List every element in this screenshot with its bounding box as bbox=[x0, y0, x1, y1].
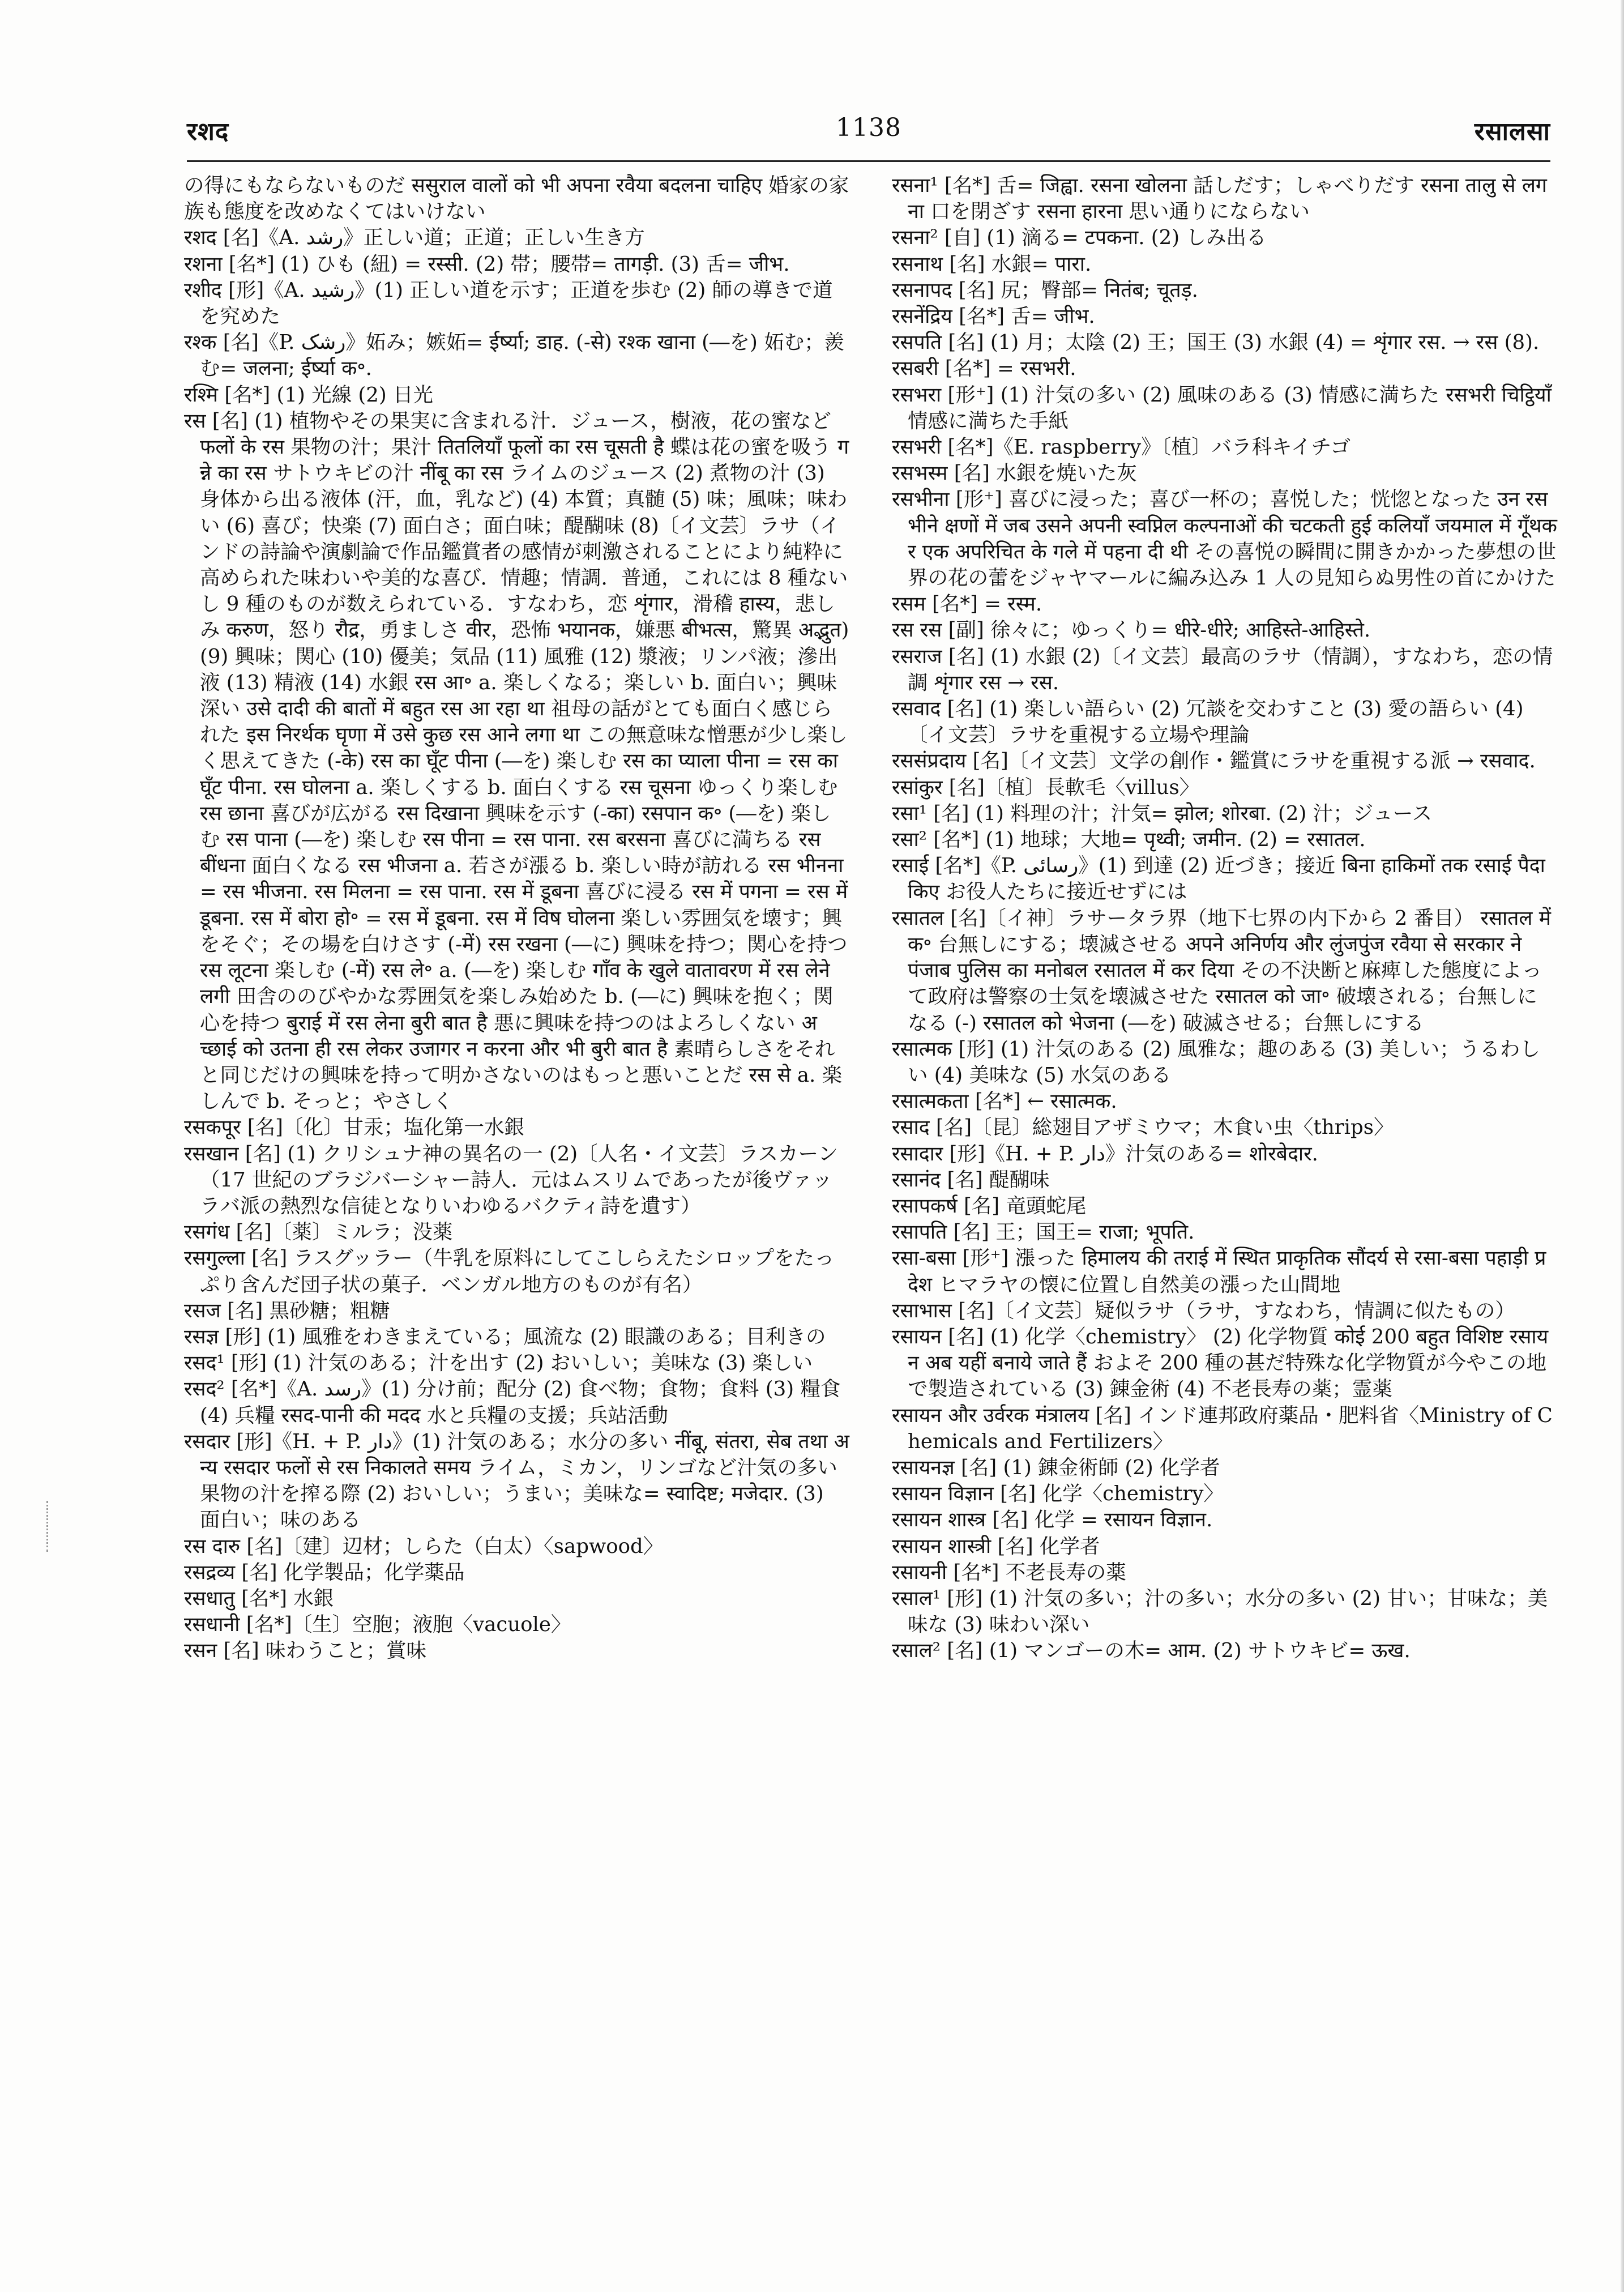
dictionary-entry: रसवाद [名] (1) 楽しい語らい (2) 冗談を交わすこと (3) 愛の語らい (4)〔イ文芸〕ラサを重視する立場や理論 bbox=[892, 697, 1524, 747]
dictionary-entry: रसात्मकता [名*] ← रसात्मक. bbox=[892, 1090, 1117, 1113]
right-guide-word: रसालसा bbox=[1474, 117, 1550, 146]
dictionary-entry: रसायन विज्ञान [名] 化学〈chemistry〉 bbox=[892, 1482, 1224, 1506]
dictionary-entry: रसा¹ [名] (1) 料理の汁；汁気= झोल; शोरबा. (2) 汁；ジュース bbox=[892, 801, 1433, 825]
dictionary-entry: रसांकुर [名]〔植〕長軟毛〈villus〉 bbox=[892, 775, 1200, 799]
dictionary-entry: रस [名] (1) 植物やその果実に含まれる汁．ジュース，樹液，花の蜜など फलों के रस 果物の汁；果汁 तितलियाँ फूलों का रस चूसती है 蝶は花の蜜を吸う गन्ने का रस サトウキビの汁 नींबू का रस ライムのジュース (2) 煮物の汁 (3) 身体から出る液体 (汗，血，乳など) (4) 本質；真髄 (5) 味；風味；味わい (6) 喜び；快楽 (7) 面白さ；面白味；醍醐味 (8)〔イ文芸〕ラサ（インドの詩論や演劇論で作品鑑賞者の感情が刺激されることにより純粋に高められた味わいや美的な喜び．情趣；情調．普通，これには 8 種ないし 9 種のものが数えられている．すなわち，恋 शृंगार，滑稽 हास्य，悲しみ करुण，怒り रौद्र，勇ましさ वीर，恐怖 भयानक，嫌悪 बीभत्स，驚異 अद्भुत) (9) 興味；関心 (10) 優美；気品 (11) 風雅 (12) 漿液；リンパ液；滲出液 (13) 精液 (14) 水銀 रस आ॰ a. 楽しくなる；楽しい b. 面白い；興味深い उसे दादी की बातों में बहुत रस आ रहा था 祖母の話がとても面白く感じられた इस निरर्थक घृणा में उसे कुछ रस आने लगा था この無意味な憎悪が少し楽しく思えてきた (-के) रस का घूँट पीना (―を) 楽しむ रस का प्याला पीना = रस का घूँट पीना. रस घोलना a. 楽しくする b. 面白くする रस चूसना ゆっくり楽しむ रस छाना 喜びが広がる रस दिखाना 興味を示す (-का) रसपान क॰ (―を) 楽しむ रस पाना (―を) 楽しむ रस पीना = रस पाना. रस बरसना 喜びに満ちる रस बींधना 面白くなる रस भीजना a. 若さが漲る b. 楽しい時が訪れる रस भीनना = रस भीजना. रस मिलना = रस पाना. रस में डूबना 喜びに浸る रस में पगना = रस में डूबना. रस में बोरा हो॰ = रस में डूबना. रस में विष घोलना 楽しい雰囲気を壊す；興をそぐ；その場を白けさす (-में) रस रखना (―に) 興味を持つ；関心を持つ रस लूटना 楽しむ (-में) रस ले॰ a. (―を) 楽しむ गाँव के खुले वातावरण में रस लेने लगी 田舎ののびやかな雰囲気を楽しみ始めた b. (―に) 興味を抱く；関心を持つ बुराई में रस लेना बुरी बात है 悪に興味を持つのはよろしくない अच्छाई को उतना ही रस लेकर उजागर न करना और भी बुरी बात है 素晴らしさをそれと同じだけの興味を持って明かさないのはもっと悪いことだ रस से a. 楽しんで b. そっと；やさしく bbox=[184, 409, 849, 1113]
dictionary-entry: रश्क [名]《P. رشک》妬み；嫉妬= ईर्ष्या; डाह. (-से) रश्क खाना (―を) 妬む；羨む= जलना; ईर्ष्या क॰. bbox=[184, 331, 845, 381]
dictionary-entry: रसगुल्ला [名] ラスグッラー（牛乳を原料にしてこしらえたシロップをたっぷり含んだ団子状の菓子．ベンガル地方のものが有名） bbox=[184, 1247, 835, 1296]
left-guide-word: रशद bbox=[187, 117, 229, 146]
dictionary-entry: रसना¹ [名*] 舌= जिह्वा. रसना खोलना 話しだす；しゃべりだす रसना तालु से लगना 口を閉ざす रसना हारना 思い通りにならない bbox=[892, 174, 1547, 224]
dictionary-entry: रसखान [名] (1) クリシュナ神の異名の一 (2)〔人名・イ文芸〕ラスカーン（17 世紀のブラジバーシャー詩人．元はムスリムであったが後ヴァッラバ派の熱烈な信徒となりいわゆるバクティ詩を遺す） bbox=[184, 1142, 838, 1218]
dictionary-entry: रसधानी [名*]〔生〕空胞；液胞〈vacuole〉 bbox=[184, 1613, 571, 1637]
dictionary-entry: रसायन शास्त्र [名] 化学 = रसायन विज्ञान. bbox=[892, 1508, 1213, 1532]
dictionary-entry: रसकपूर [名]〔化〕甘汞；塩化第一水銀 bbox=[184, 1116, 524, 1139]
dictionary-entry: रसना² [自] (1) 滴る= टपकना. (2) しみ出る bbox=[892, 226, 1267, 250]
dictionary-entry: रसबरी [名*] = रसभरी. bbox=[892, 357, 1076, 381]
dictionary-entry: रसधातु [名*] 水銀 bbox=[184, 1586, 334, 1610]
dictionary-entry: रसगंध [名]〔薬〕ミルラ；没薬 bbox=[184, 1220, 453, 1244]
dictionary-entry: रससंप्रदाय [名]〔イ文芸〕文学の創作・鑑賞にラサを重視する派 → रसवाद. bbox=[892, 749, 1536, 773]
dictionary-entry: रसनापद [名] 尻；臀部= नितंब; चूतड़. bbox=[892, 278, 1198, 302]
dictionary-entry: रसदार [形]《H. + P. دار》(1) 汁気のある；水分の多い नींबू, संतरा, सेब तथा अन्य रसदार फलों से रस निकालते समय ライム，ミカン，リンゴなど汁気の多い果物の汁を搾る際 (2) おいしい；うまい；美味な= स्वादिष्ट; मजेदार. (3) 面白い；味のある bbox=[184, 1429, 849, 1532]
dictionary-entry: रसायनी [名*] 不老長寿の薬 bbox=[892, 1560, 1126, 1584]
dictionary-entry: रसाल² [名] (1) マンゴーの木= आम. (2) サトウキビ= ऊख. bbox=[892, 1639, 1411, 1663]
dictionary-entry: रसभीना [形⁺] 喜びに浸った；喜び一杯の；喜悦した；恍惚となった उन रसभीने क्षणों में जब उसने अपनी स्वप्निल कल्पनाओं की चटकती हुई कलियाँ जयमाल में गूँथकर एक अपरिचित के गले में पहना दी थी その喜悦の瞬間に開きかかった夢想の世界の花の蕾をジャヤマールに編み込み 1 人の見知らぬ男性の首にかけた bbox=[892, 488, 1557, 590]
page-number: 1138 bbox=[836, 113, 901, 142]
dictionary-entry: रसराज [名] (1) 水銀 (2)〔イ文芸〕最高のラサ（情調），すなわち，恋の情調 शृंगार रस → रस. bbox=[892, 645, 1553, 694]
dictionary-entry: रसायन शास्त्री [名] 化学者 bbox=[892, 1534, 1100, 1558]
dictionary-entry: रशीद [形]《A. رشید》(1) 正しい道を示す；正道を歩む (2) 師の導きで道を究めた bbox=[184, 278, 833, 328]
dictionary-entry: रसभरा [形⁺] (1) 汁気の多い (2) 風味のある (3) 情感に満ちた रसभरी चिट्ठियाँ 情感に満ちた手紙 bbox=[892, 383, 1552, 433]
dictionary-entry: रसभस्म [名] 水銀を焼いた灰 bbox=[892, 462, 1137, 485]
page-header bbox=[187, 102, 1550, 159]
dictionary-entry: रशद [名]《A. رشد》正しい道；正道；正しい生き方 bbox=[184, 226, 645, 250]
dictionary-entry: रसभरी [名*]《E. raspberry》〔植〕バラ科キイチゴ bbox=[892, 436, 1351, 459]
dictionary-entry: रसा-बसा [形⁺] 漲った हिमालय की तराई में स्थित प्राकृतिक सौंदर्य से रसा-बसा पहाड़ी प्रदेश ヒマラヤの懐に位置し自然美の漲った山間地 bbox=[892, 1247, 1546, 1296]
dictionary-entry: रशना [名*] (1) ひも (紐) = रस्सी. (2) 帯；腰帯= तागड़ी. (3) 舌= जीभ. bbox=[184, 252, 790, 276]
dictionary-entry: रसनेंद्रिय [名*] 舌= जीभ. bbox=[892, 305, 1095, 328]
dictionary-entry: रस रस [副] 徐々に；ゆっくり= धीरे-धीरे; आहिस्ते-आहिस्ते. bbox=[892, 618, 1371, 642]
dictionary-entry: रसद² [名*]《A. رسد》(1) 分け前；配分 (2) 食べ物；食物；食料 (3) 糧食 (4) 兵糧 रसद-पानी की मदद 水と兵糧の支援；兵站活動 bbox=[184, 1377, 841, 1427]
dictionary-entry: रसातल [名]〔イ神〕ラサータラ界（地下七界の内下から 2 番目） रसातल में क॰ 台無しにする；壊滅させる अपने अनिर्णय और लुंजपुंज रवैया से सरकार ने पंजाब पुलिस का मनोबल रसातल में कर दिया その不決断と麻痺した態度によって政府は警察の士気を壊滅させた रसातल को जा॰ 破壊される；台無しになる (-) रसातल को भेजना (―を) 破滅させる；台無しにする bbox=[892, 906, 1551, 1035]
dictionary-entry: रस दारु [名]〔建〕辺材；しらた（白太）〈sapwood〉 bbox=[184, 1534, 664, 1558]
header-rule bbox=[187, 160, 1550, 162]
left-column bbox=[184, 173, 849, 1664]
dictionary-entry: रसद्रव्य [名] 化学製品；化学薬品 bbox=[184, 1560, 465, 1584]
dictionary-entry: रसात्मक [形] (1) 汁気のある (2) 風雅な；趣のある (3) 美しい；うるわしい (4) 美味な (5) 水気のある bbox=[892, 1037, 1540, 1087]
dictionary-entry: रसज्ञ [形] (1) 風雅をわきまえている；風流な (2) 眼識のある；目利きの bbox=[184, 1325, 826, 1348]
dictionary-entry: रसायन और उर्वरक मंत्रालय [名] インド連邦政府薬品・肥料省〈Ministry of Chemicals and Fertilizers〉 bbox=[892, 1403, 1553, 1453]
dictionary-entry: रसज [名] 黒砂糖；粗糖 bbox=[184, 1299, 390, 1322]
dictionary-entry: रसाभास [名]〔イ文芸〕疑似ラサ（ラサ，すなわち，情調に似たもの） bbox=[892, 1299, 1515, 1322]
dictionary-entry: रसानंद [名] 醍醐味 bbox=[892, 1168, 1050, 1192]
dictionary-entry: रसाई [名*]《P. رسائی》(1) 到達 (2) 近づき；接近 बिना हाकिमों तक रसाई पैदा किए お役人たちに接近せずには bbox=[892, 854, 1545, 904]
right-column bbox=[892, 173, 1557, 1664]
dictionary-entry: रसनाथ [名] 水銀= पारा. bbox=[892, 252, 1092, 276]
entry-continuation: の得にもならないものだ ससुराल वालों को भी अपना रवैया बदलना चाहिए 婚家の家族も態度を改めなくてはいけない bbox=[184, 174, 849, 224]
dictionary-entry: रसद¹ [形] (1) 汁気のある；汁を出す (2) おいしい；美味な (3) 楽しい bbox=[184, 1351, 813, 1375]
dictionary-entry: रश्मि [名*] (1) 光線 (2) 日光 bbox=[184, 383, 433, 407]
dictionary-entry: रसपति [名] (1) 月；太陰 (2) 王；国王 (3) 水銀 (4) = शृंगार रस. → रस (8). bbox=[892, 331, 1540, 355]
dictionary-entry: रसायनज्ञ [名] (1) 錬金術師 (2) 化学者 bbox=[892, 1456, 1220, 1479]
scan-edge-shadow bbox=[1621, 0, 1624, 2292]
dictionary-entry: रसादार [形]《H. + P. دار》汁気のある= शोरबेदार. bbox=[892, 1142, 1318, 1166]
dictionary-entry: रसायन [名] (1) 化学〈chemistry〉 (2) 化学物質 कोई 200 बहुत विशिष्ट रसायन अब यहीं बनाये जाते हैं およそ 200 種の甚だ特殊な化学物質が今やこの地で製造されている (3) 錬金術 (4) 不老長寿の薬；霊薬 bbox=[892, 1325, 1549, 1401]
dictionary-entry: रसन [名] 味わうこと；賞味 bbox=[184, 1639, 426, 1663]
dictionary-entry: रसाद [名]〔昆〕総翅目アザミウマ；木食い虫〈thrips〉 bbox=[892, 1116, 1394, 1139]
dictionary-entry: रसा² [名*] (1) 地球；大地= पृथ्वी; जमीन. (2) = रसातल. bbox=[892, 828, 1366, 852]
dictionary-entry: रसापकर्ष [名] 竜頭蛇尾 bbox=[892, 1194, 1087, 1218]
scan-gutter-mark bbox=[46, 1501, 50, 1552]
dictionary-entry: रसाल¹ [形] (1) 汁気の多い；汁の多い；水分の多い (2) 甘い；甘味な；美味な (3) 味わい深い bbox=[892, 1586, 1548, 1637]
dictionary-entry: रसापति [名] 王；国王= राजा; भूपति. bbox=[892, 1220, 1195, 1244]
dictionary-entry: रसम [名*] = रस्म. bbox=[892, 592, 1042, 616]
